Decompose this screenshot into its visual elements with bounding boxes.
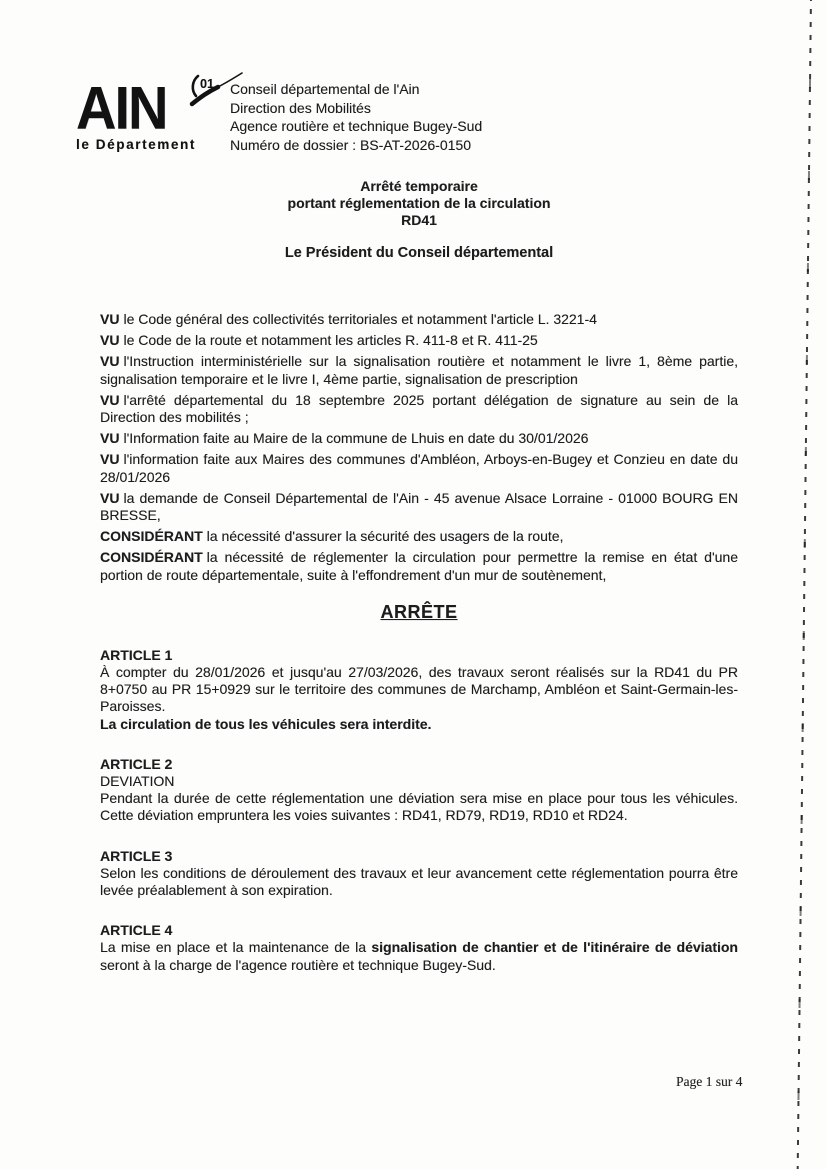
- letterhead: [76, 73, 483, 154]
- title-line-3: RD41: [401, 212, 437, 228]
- document-body: [100, 311, 738, 974]
- logo-01-swoosh-icon: [184, 70, 244, 114]
- vu-clause: VU la demande de Conseil Départemental de l'Ain - 45 avenue Alsace Lorraine - 01000 BOURG EN BRESSE,: [100, 489, 738, 524]
- issuer-line: Le Président du Conseil départemental: [284, 245, 554, 261]
- vu-label: VU: [100, 391, 120, 408]
- considerant-label: CONSIDÉRANT: [100, 528, 203, 545]
- vu-label: VU: [100, 430, 120, 447]
- article-1-body: À compter du 28/01/2026 et jusqu'au 27/03/2026, des travaux seront réalisés sur la RD41 du PR 8+0750 au PR 15+0929 sur le territoire des communes de Marchamp, Ambléon et Saint-Germain-les-Paroisses.: [100, 664, 738, 715]
- considerant-clause: CONSIDÉRANT la nécessité d'assurer la sécurité des usagers de la route,: [100, 528, 564, 545]
- article-1-heading: ARTICLE 1: [100, 646, 173, 663]
- article-1: [100, 647, 738, 733]
- vu-label: VU: [100, 311, 120, 327]
- logo-department-number: 01: [200, 77, 214, 91]
- article-3-heading: ARTICLE 3: [100, 847, 173, 864]
- considerant-clause: CONSIDÉRANT la nécessité de réglementer la circulation pour permettre la remise en état d'une portion de route départementale, suite à l'effondrement d'un mur de soutènement,: [100, 549, 738, 583]
- article-4-bold-phrase: signalisation de chantier et de l'itinéraire de déviation: [371, 939, 738, 956]
- article-3: [100, 848, 738, 900]
- considerant-label: CONSIDÉRANT: [100, 549, 203, 566]
- page-number: Page 1 sur 4: [676, 1074, 743, 1089]
- ain-department-logo: [76, 73, 222, 153]
- logo-ain-text: AIN: [76, 73, 167, 142]
- article-2-body: Pendant la durée de cette réglementation une déviation sera mise en place pour tous les véhicules. Cette déviation empruntera les voies suivantes : RD41, RD79, RD19, RD10 et RD24.: [100, 790, 738, 824]
- article-4: [100, 922, 738, 974]
- article-4-body: La mise en place et la maintenance de la signalisation de chantier et de l'itinéraire de déviation seront à la charge de l'agence routière et technique Bugey-Sud.: [100, 939, 738, 973]
- logo-subtitle: le Département: [76, 137, 196, 153]
- vu-clause: VU l'information faite aux Maires des communes d'Ambléon, Arboys-en-Bugey et Conzieu en date du 28/01/2026: [100, 451, 738, 485]
- document-title: [100, 178, 738, 229]
- letterhead-text: [230, 78, 482, 154]
- vu-label: VU: [100, 332, 120, 349]
- decree-heading: ARRÊTE: [380, 601, 458, 622]
- article-4-heading: ARTICLE 4: [100, 922, 173, 939]
- vu-label: VU: [100, 489, 120, 506]
- vu-label: VU: [100, 353, 120, 370]
- letterhead-line-direction: Direction des Mobilités: [230, 99, 371, 116]
- title-line-2: portant réglementation de la circulation: [287, 195, 551, 211]
- letterhead-line-organisation: Conseil départemental de l'Ain: [230, 81, 420, 97]
- vu-clause: VU le Code général des collectivités territoriales et notamment l'article L. 3221-4: [100, 311, 597, 327]
- scan-artifact-right-edge: [797, 0, 812, 1169]
- vu-clause: VU l'arrêté départemental du 18 septembre 2025 portant délégation de signature au sein de la Direction des mobilités ;: [100, 391, 738, 426]
- vu-clause: VU le Code de la route et notamment les articles R. 411-8 et R. 411-25: [100, 332, 538, 349]
- article-3-body: Selon les conditions de déroulement des travaux et leur avancement cette réglementation pourra être levée préalablement à son expiration.: [100, 864, 738, 899]
- article-2-heading: ARTICLE 2: [100, 755, 173, 772]
- article-1-emphasis: La circulation de tous les véhicules sera interdite.: [100, 715, 432, 732]
- letterhead-line-dossier: Numéro de dossier : BS-AT-2026-0150: [230, 136, 471, 153]
- title-line-1: Arrêté temporaire: [360, 178, 478, 194]
- vu-clause: VU l'Information faite au Maire de la commune de Lhuis en date du 30/01/2026: [100, 430, 589, 447]
- article-2: [100, 756, 738, 825]
- vu-label: VU: [100, 451, 120, 468]
- article-2-subheading: DEVIATION: [100, 773, 175, 790]
- vu-clause: VU l'Instruction interministérielle sur la signalisation routière et notamment le livre 1, 8ème partie, signalisation temporaire et le livre I, 4ème partie, signalisation de prescription: [100, 353, 738, 387]
- letterhead-line-agence: Agence routière et technique Bugey-Sud: [230, 118, 483, 134]
